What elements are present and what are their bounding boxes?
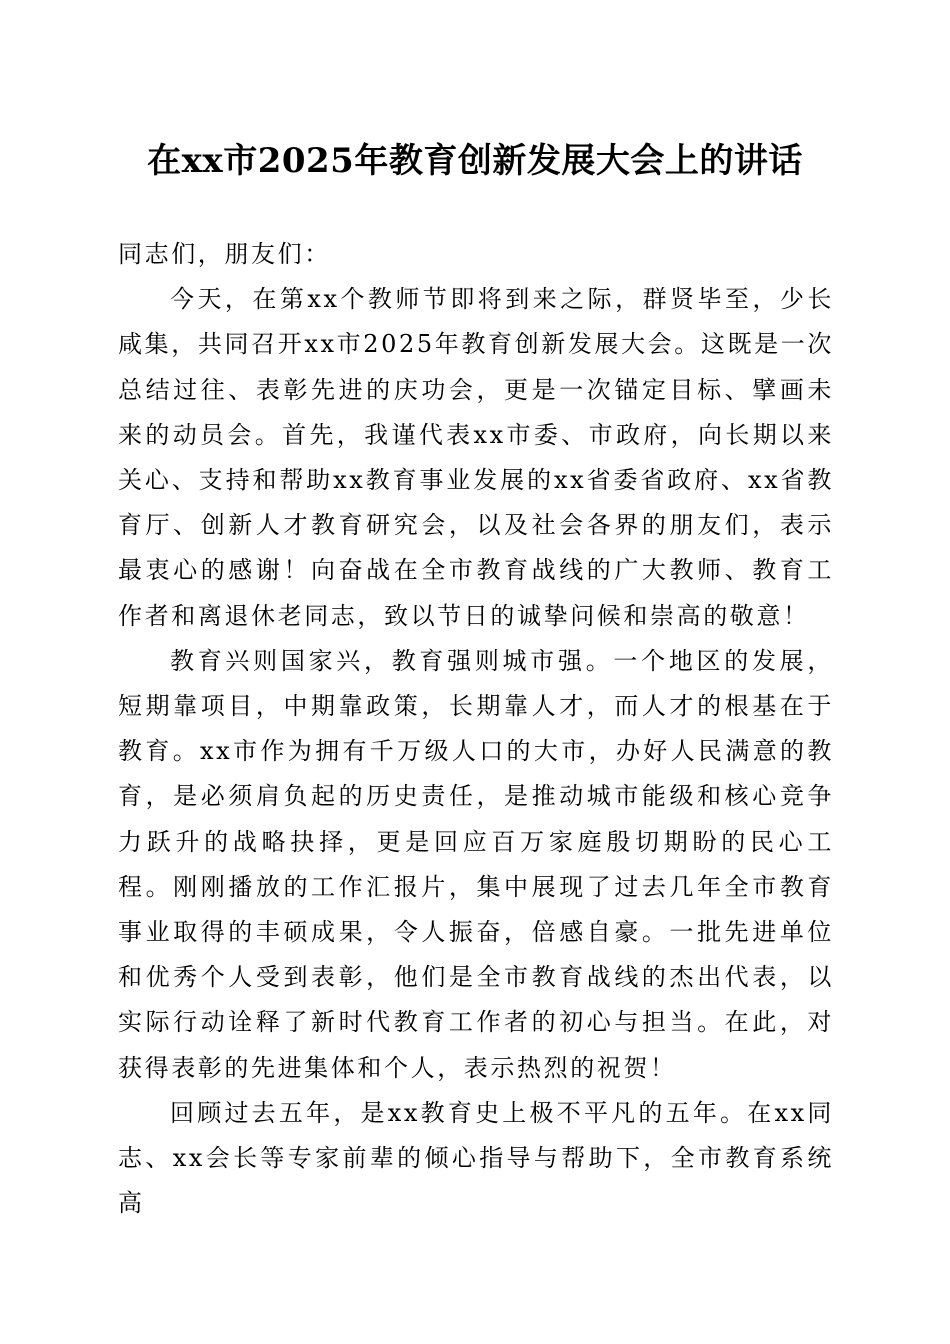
paragraph-3: 回顾过去五年，是xx教育史上极不平凡的五年。在xx同志、xx会长等专家前辈的倾心指导与帮助下，全市教育系统高 xyxy=(118,1098,834,1218)
document-title: 在xx市2025年教育创新发展大会上的讲话 xyxy=(147,141,803,181)
document-body xyxy=(118,232,834,1226)
paragraph-1: 今天，在第xx个教师节即将到来之际，群贤毕至，少长咸集，共同召开xx市2025年教育创新发展大会。这既是一次总结过往、表彰先进的庆功会，更是一次锚定目标、擘画未来的动员会。首先，我谨代表xx市委、市政府，向长期以来关心、支持和帮助xx教育事业发展的xx省委省政府、xx省教育厅、创新人才教育研究会，以及社会各界的朋友们，表示最衷心的感谢！向奋战在全市教育战线的广大教师、教育工作者和离退休老同志，致以节日的诚挚问候和崇高的敬意！ xyxy=(118,285,834,630)
salutation: 同志们，朋友们： xyxy=(118,240,331,268)
paragraph-2: 教育兴则国家兴，教育强则城市强。一个地区的发展，短期靠项目，中期靠政策，长期靠人才，而人才的根基在于教育。xx市作为拥有千万级人口的大市，办好人民满意的教育，是必须肩负起的历史责任，是推动城市能级和核心竞争力跃升的战略抉择，更是回应百万家庭殷切期盼的民心工程。刚刚播放的工作汇报片，集中展现了过去几年全市教育事业取得的丰硕成果，令人振奋，倍感自豪。一批先进单位和优秀个人受到表彰，他们是全市教育战线的杰出代表，以实际行动诠释了新时代教育工作者的初心与担当。在此，对获得表彰的先进集体和个人，表示热烈的祝贺！ xyxy=(118,646,834,1082)
